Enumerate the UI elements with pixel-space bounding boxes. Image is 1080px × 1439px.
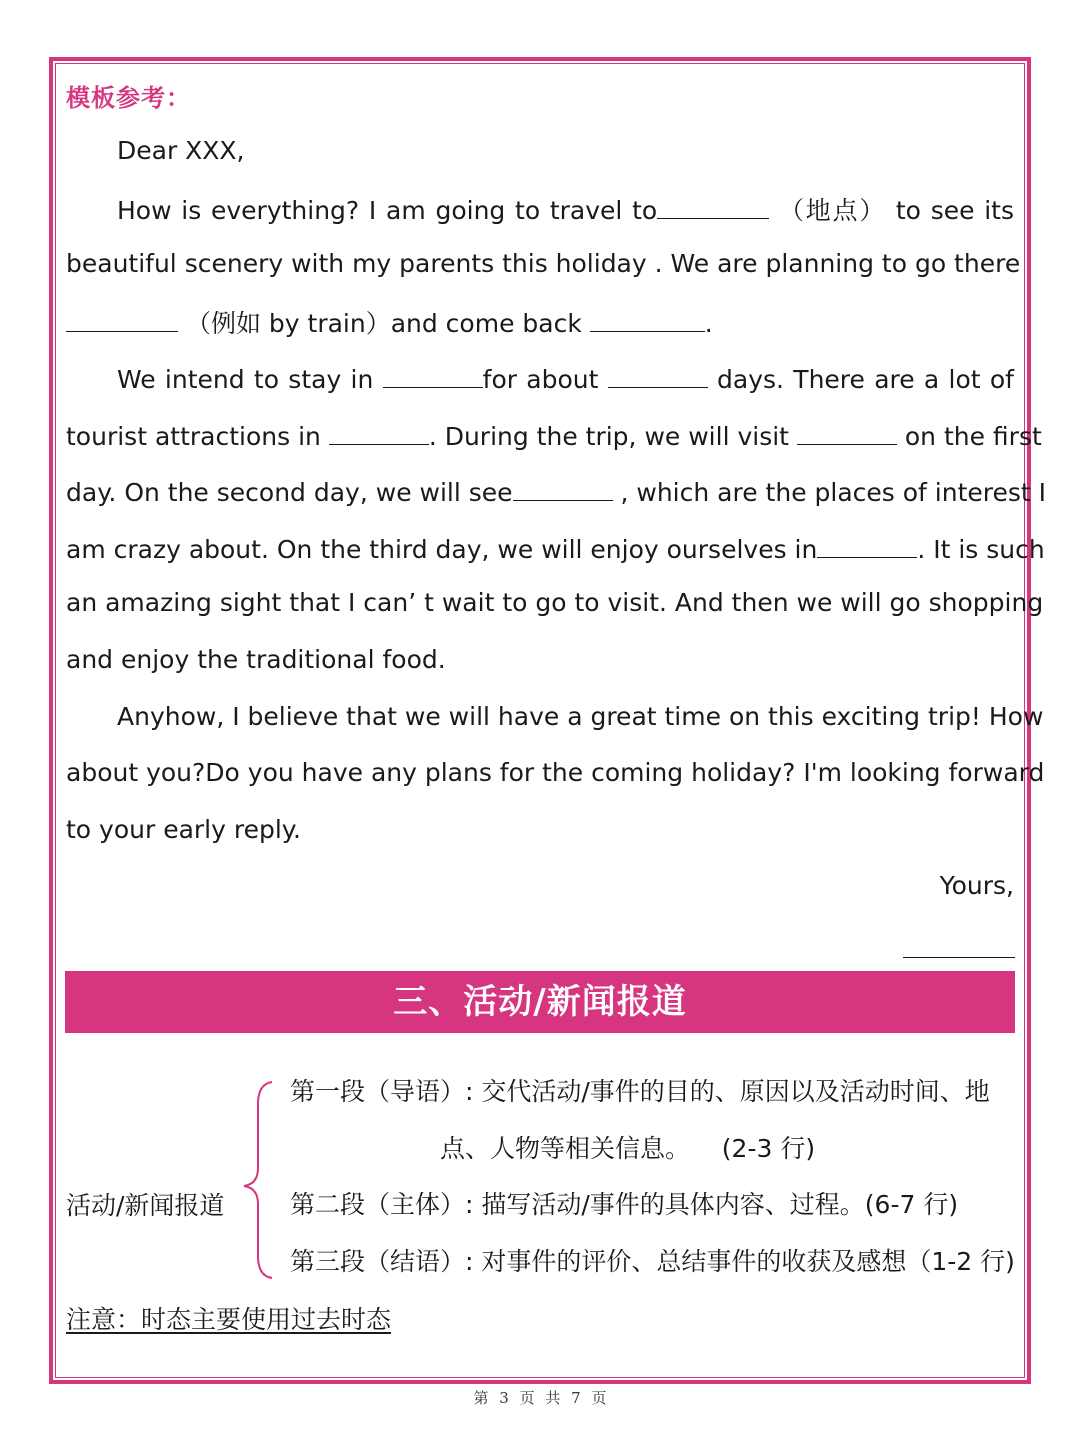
letter-line — [66, 301, 1014, 344]
signature-blank[interactable] — [903, 957, 1015, 958]
letter-text: days. There are a lot of — [717, 365, 1014, 394]
outline-label: 活动/新闻报道 — [66, 1191, 225, 1220]
outline-item-intro-cont: 点、人物等相关信息。 (2-3 行) — [440, 1134, 816, 1163]
letter-line: beautiful scenery with my parents this holiday . We are planning to go there — [66, 249, 1021, 278]
fill-blank[interactable] — [657, 188, 769, 219]
outline-item-body: 第二段（主体）: 描写活动/事件的具体内容、过程。(6-7 行) — [290, 1190, 959, 1219]
letter-line: to your early reply. — [66, 815, 301, 844]
outline-item-conclusion: 第三段（结语）: 对事件的评价、总结事件的收获及感想（1-2 行) — [290, 1247, 1015, 1276]
letter-line — [66, 527, 1045, 570]
letter-line — [66, 470, 1047, 513]
letter-line: Anyhow, I believe that we will have a great time on this exciting trip! How — [117, 702, 1044, 731]
fill-blank[interactable] — [590, 301, 705, 332]
page-footer: 第 3 页 共 7 页 — [473, 1389, 607, 1407]
letter-text: tourist attractions in — [66, 422, 321, 451]
letter-text: （地点） to see its — [778, 196, 1015, 225]
fill-blank[interactable] — [817, 527, 917, 558]
letter-line: and enjoy the traditional food. — [66, 645, 446, 674]
letter-text: on the first — [904, 422, 1042, 451]
letter-text: day. On the second day, we will see — [66, 478, 513, 507]
letter-text: We intend to stay in — [117, 365, 374, 394]
letter-line — [66, 357, 1014, 400]
curly-brace-icon — [240, 1080, 280, 1280]
letter-text: am crazy about. On the third day, we will enjoy ourselves in — [66, 535, 818, 564]
letter-greeting: Dear XXX, — [117, 136, 245, 165]
letter-text: （例如 by train）and come back — [185, 309, 582, 338]
letter-text: , which are the places of interest I — [620, 478, 1047, 507]
fill-blank[interactable] — [513, 470, 613, 501]
tense-note: 注意：时态主要使用过去时态 — [66, 1305, 392, 1334]
fill-blank[interactable] — [797, 414, 897, 445]
fill-blank[interactable] — [66, 301, 178, 332]
letter-text: . It is such — [917, 535, 1045, 564]
outline-item-intro: 第一段（导语）: 交代活动/事件的目的、原因以及活动时间、地 — [290, 1077, 990, 1106]
letter-text: . During the trip, we will visit — [428, 422, 789, 451]
letter-line: about you?Do you have any plans for the coming holiday? I'm looking forward — [66, 758, 1045, 787]
fill-blank[interactable] — [329, 414, 429, 445]
letter-text: How is everything? I am going to travel to — [117, 196, 658, 225]
template-heading: 模板参考： — [66, 84, 191, 112]
fill-blank[interactable] — [383, 357, 483, 388]
letter-line: an amazing sight that I can’ t wait to go to visit. And then we will go shopping — [66, 588, 1044, 617]
letter-text: . — [704, 309, 713, 338]
letter-text: for about — [482, 365, 599, 394]
letter-closing: Yours, — [939, 871, 1014, 900]
letter-line — [66, 188, 1014, 231]
fill-blank[interactable] — [608, 357, 708, 388]
section-title: 三、活动/新闻报道 — [65, 971, 1015, 1033]
letter-line — [66, 414, 1042, 457]
